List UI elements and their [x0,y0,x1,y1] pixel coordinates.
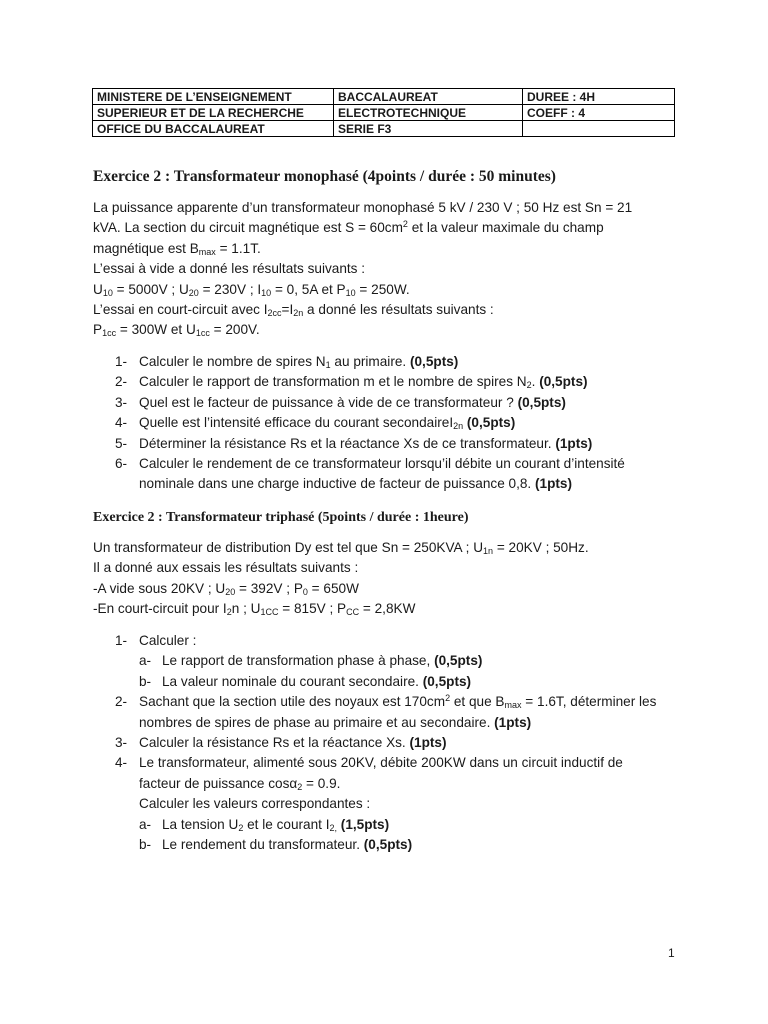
subscript: 1cc [195,328,210,339]
points-label: (1pts) [409,734,447,750]
header-cell: BACCALAUREAT [334,89,523,105]
question-number: 3- [115,734,128,750]
question-continuation [115,474,625,494]
question-number: 5- [115,435,128,451]
question-text: . [531,374,540,390]
question-item [115,692,656,712]
statement-line [93,599,683,619]
question-text: Le rapport de transformation phase à phase, [162,653,435,669]
statement-line: Il a donné aux essais les résultats suivants : [93,560,359,576]
sub-question-letter: a- [139,653,152,669]
subscript: 2cc [267,307,282,318]
statement-text: kVA. La section du circuit magnétique est S = 60cm [93,220,403,236]
question-item [115,753,656,773]
subscript: 2n [453,421,464,432]
question-text: Quelle est l’intensité efficace du courant secondaireI [139,415,454,431]
subscript: 20 [188,287,199,298]
subscript: 2, [329,822,338,833]
header-cell: MINISTERE DE L’ENSEIGNEMENT [93,89,334,105]
question-text: = 650W [307,580,359,596]
statement-line [93,320,683,340]
points-label: (1,5pts) [340,816,390,832]
question-text: La valeur nominale du courant secondaire. [162,673,423,689]
question-text: a donné les résultats suivants : [303,301,494,317]
subscript: 2 [226,607,232,618]
header-cell: OFFICE DU BACCALAUREAT [93,121,334,137]
question-text: Le transformateur, alimenté sous 20KV, débite 200KW dans un circuit inductif de [139,755,623,771]
points-label: (0,5pts) [409,354,459,369]
question-item [115,352,625,372]
statement-text: magnétique est B [93,240,199,256]
exercise-1-statement [93,198,683,341]
exercise-2-title: Exercice 2 : Transformateur triphasé (5points / durée : 1heure) [93,510,469,525]
question-text: U [93,281,103,297]
question-text: Un transformateur de distribution Dy est tel que Sn = 250KVA ; U [93,540,484,555]
subscript: 1cc [102,328,117,339]
exercise-1-questions [115,352,625,495]
question-text: = 200V. [209,322,260,338]
header-cell: SERIE F3 [334,121,523,137]
question-text: Calculer la résistance Rs et la réactance Xs. [139,734,410,750]
subscript: max [198,246,216,257]
subscript: 2 [297,781,303,792]
points-label: (0,5pts) [363,836,413,852]
subscript: 20 [225,586,236,597]
subscript: 10 [345,287,356,298]
question-text: et le courant I [243,816,330,832]
question-number: 4- [115,755,128,771]
question-text: = 1.6T, déterminer les [521,694,657,710]
subscript: 1n [483,546,494,556]
subscript: CC [346,607,360,618]
sub-question-item [115,672,656,692]
subscript: 1 [325,360,331,370]
question-text: Calculer : [139,633,197,648]
points-label: (0,5pts) [517,394,566,410]
subscript: 2 [526,380,532,391]
question-text: facteur de puissance cosα [139,775,298,791]
sub-question-item [115,651,656,671]
subscript: 10 [261,287,272,298]
question-item [115,372,625,392]
question-text: Quel est le facteur de puissance à vide de ce transformateur ? [139,394,518,410]
header-cell: ELECTROTECHNIQUE [334,105,523,121]
question-text: nominale dans une charge inductive de facteur de puissance 0,8. [139,476,535,492]
subscript: 0 [302,586,308,597]
header-cell: SUPERIEUR ET DE LA RECHERCHE [93,105,334,121]
superscript: 2 [445,693,451,704]
exercise-2-statement [93,538,683,620]
subscript: 2 [238,822,244,833]
question-text: = 815V ; P [278,601,347,617]
sub-question-item [115,815,656,835]
sub-question-letter: b- [139,836,152,852]
question-text: = 0, 5A et P [271,281,346,297]
question-item [115,434,625,454]
question-item [115,454,625,474]
question-text: = 20KV ; 50Hz. [493,540,589,555]
sub-question-item [115,835,656,855]
question-text: et que B [450,694,505,710]
sub-question-letter: a- [139,816,152,832]
question-text: nombres de spires de phase au primaire et au secondaire. [139,714,495,730]
statement-line [93,218,683,238]
statement-text: et la valeur maximale du champ [407,220,604,236]
question-text: = 2,8KW [359,601,416,617]
question-text: La tension U [162,816,239,832]
superscript: 2 [402,219,408,230]
question-continuation [115,794,656,814]
statement-text: = 1.1T. [215,240,261,256]
statement-line [93,538,683,558]
points-label: (0,5pts) [466,415,516,431]
question-text: Calculer les valeurs correspondantes : [139,796,371,812]
header-row [93,121,675,137]
statement-line: L’essai à vide a donné les résultats suivants : [93,261,366,277]
question-text: = 0.9. [302,775,341,791]
question-item [115,733,656,753]
question-text: Calculer le rapport de transformation m et le nombre de spires N [139,374,527,390]
question-text: = 5000V ; U [112,281,189,297]
question-continuation [115,713,656,733]
points-label: (1pts) [555,435,593,451]
question-text: P [93,322,103,338]
question-number: 4- [115,415,128,431]
question-text: -En court-circuit pour I [93,601,227,617]
statement-line [93,300,683,320]
question-text: n ; U [231,601,261,617]
question-number: 6- [115,455,128,471]
points-label: (1pts) [494,714,532,730]
subscript: max [504,700,522,711]
subscript: 2n [293,307,304,318]
question-text: = 250W. [355,281,410,297]
question-text: = 392V ; P [235,580,303,596]
question-number: 2- [115,374,128,390]
question-item [115,413,625,433]
subscript: 10 [102,287,113,298]
header-cell: COEFF : 4 [523,105,675,121]
question-text: L’essai en court-circuit avec I [93,301,268,317]
points-label: (0,5pts) [434,653,483,669]
statement-line [93,239,683,259]
points-label: (0,5pts) [539,374,588,390]
question-text: = 300W et U [116,322,196,338]
question-number: 1- [115,633,128,648]
question-number: 2- [115,694,128,710]
header-cell [523,121,675,137]
question-text: au primaire. [330,354,410,369]
question-continuation [115,774,656,794]
question-text: Calculer le nombre de spires N [139,354,326,369]
question-item [115,631,656,651]
points-label: (0,5pts) [422,673,472,689]
page-number: 1 [668,946,675,960]
subscript: 1CC [260,607,279,618]
statement-line [93,579,683,599]
header-table [92,88,675,137]
question-text: Calculer le rendement de ce transformateur lorsqu’il débite un courant d’intensité [139,455,625,471]
question-text: Sachant que la section utile des noyaux est 170cm [139,694,446,710]
points-label: (1pts) [535,476,573,492]
question-number: 3- [115,394,128,410]
header-cell: DUREE : 4H [523,89,675,105]
question-text: = 230V ; I [198,281,262,297]
header-row [93,89,675,105]
header-row [93,105,675,121]
exercise-1-title: Exercice 2 : Transformateur monophasé (4points / durée : 50 minutes) [93,168,556,185]
question-text: Le rendement du transformateur. [162,836,364,852]
statement-line [93,280,683,300]
sub-question-letter: b- [139,673,152,689]
question-text: -A vide sous 20KV ; U [93,580,226,596]
question-number: 1- [115,354,128,369]
question-text: =I [281,301,294,317]
exercise-2-questions [115,631,656,855]
question-text: Déterminer la résistance Rs et la réactance Xs de ce transformateur. [139,435,556,451]
statement-line: La puissance apparente d’un transformateur monophasé 5 kV / 230 V ; 50 Hz est Sn = 21 [93,200,633,215]
question-item [115,393,625,413]
